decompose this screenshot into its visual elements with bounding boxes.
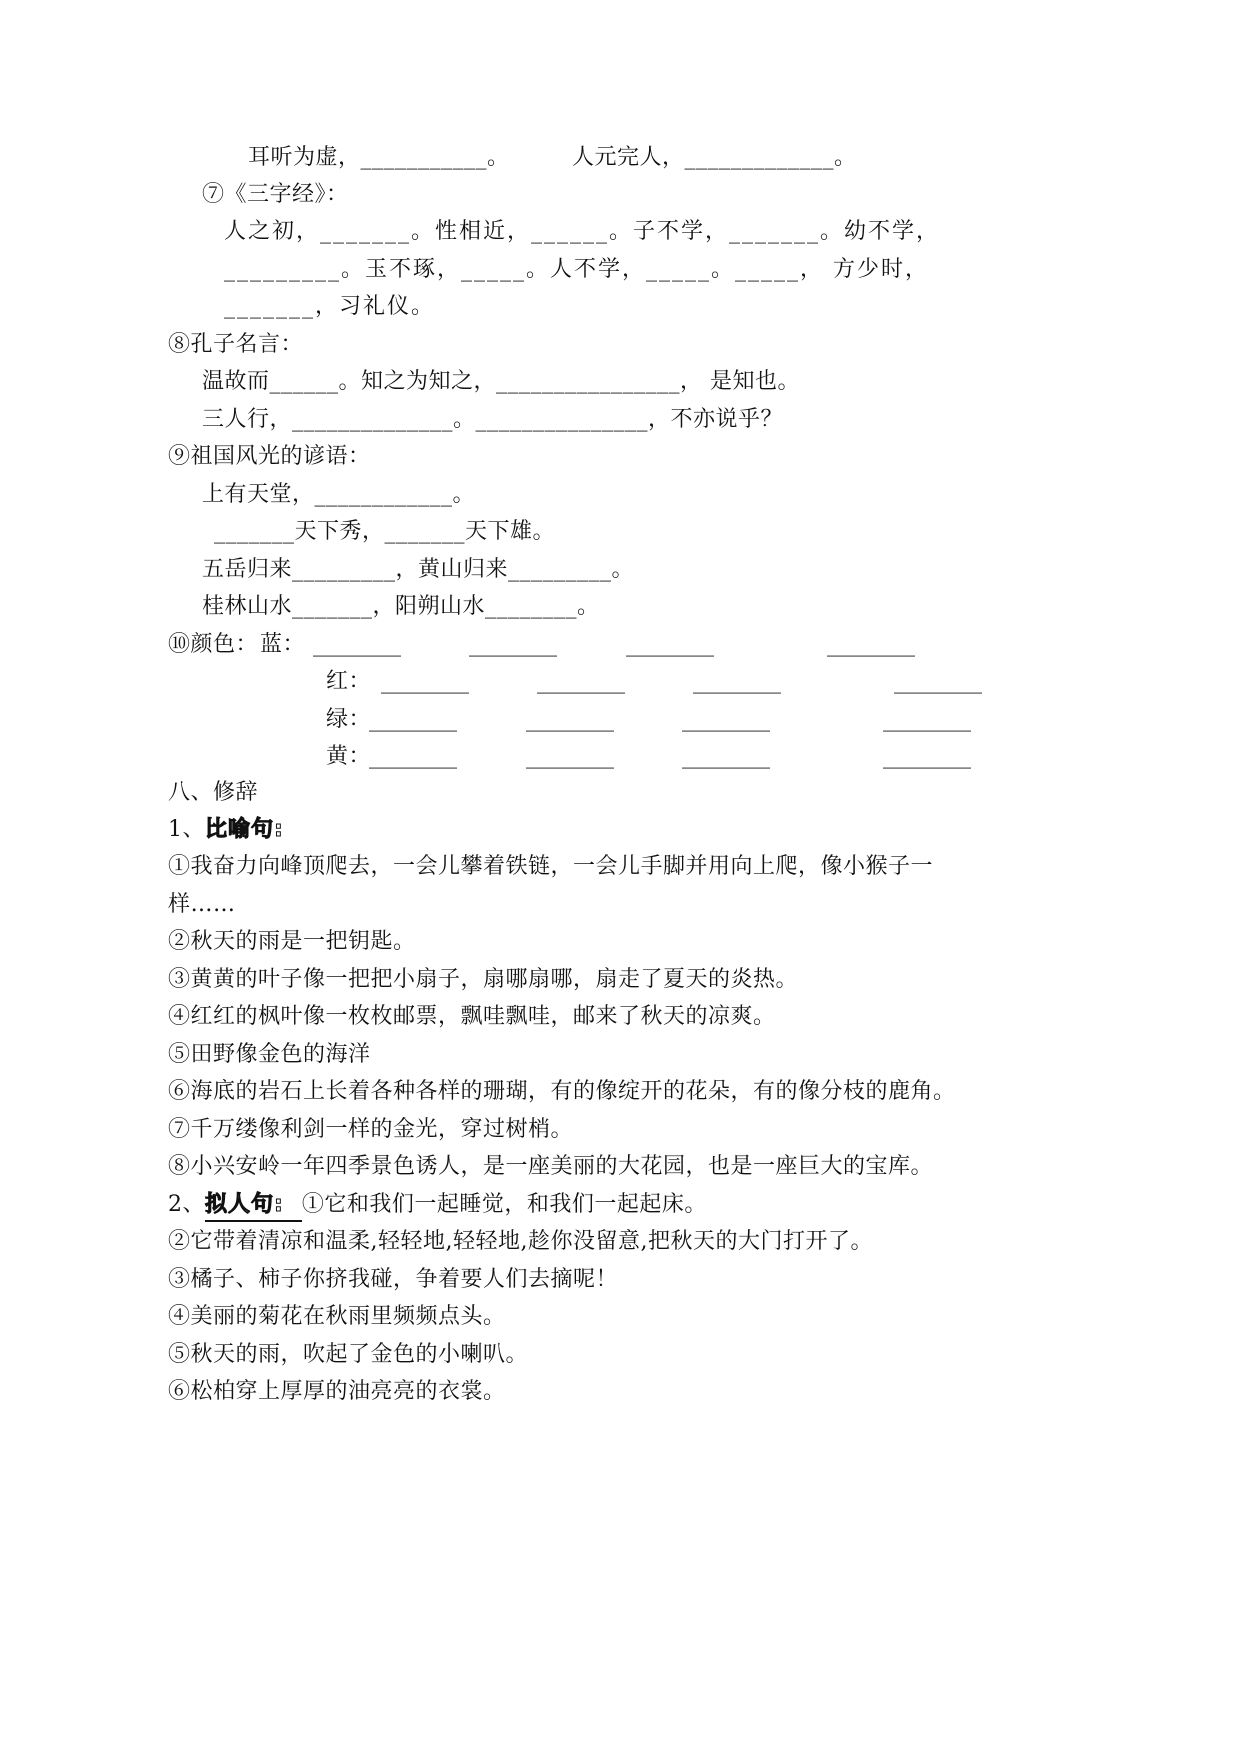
confucius-line: 三人行，______________。_______________，不亦说乎？: [202, 407, 784, 432]
personification-heading: [168, 1190, 707, 1222]
simile-item: ⑧小兴安岭一年四季景色诱人，是一座美丽的大花园，也是一座巨大的宝库。: [168, 1154, 934, 1179]
blank[interactable]: ________: [883, 707, 971, 732]
blank[interactable]: ________: [526, 744, 614, 769]
color-label-green: 绿：: [326, 707, 372, 732]
simile-item: ③黄黄的叶子像一把把小扇子，扇哪扇哪，扇走了夏天的炎热。: [168, 967, 799, 992]
simile-item: ④红红的枫叶像一枚枚邮票，飘哇飘哇，邮来了秋天的凉爽。: [168, 1004, 776, 1029]
simile-item: ②秋天的雨是一把钥匙。: [168, 929, 416, 954]
proverb-perfect-line: 人元完人，_____________。: [572, 145, 857, 170]
blank[interactable]: ________: [526, 707, 614, 732]
confucius-line: 温故而______。知之为知之，________________， 是知也。: [202, 369, 800, 394]
personification-item: ⑤秋天的雨，吹起了金色的小喇叭。: [168, 1342, 529, 1367]
scenery-title: ⑨祖国风光的谚语：: [168, 444, 371, 469]
blank[interactable]: ________: [883, 744, 971, 769]
proverb-ear-line: 耳听为虚，___________。: [248, 145, 510, 170]
colors-title: ⑩颜色：: [168, 632, 259, 657]
blank[interactable]: ________: [682, 707, 770, 732]
blank[interactable]: ________: [894, 669, 982, 694]
blank[interactable]: ________: [827, 632, 915, 657]
personification-item: ⑥松柏穿上厚厚的油亮亮的衣裳。: [168, 1379, 506, 1404]
confucius-title: ⑧孔子名言：: [168, 332, 304, 357]
sanzijing-title: ⑦《三字经》：: [202, 182, 349, 207]
blank[interactable]: ________: [693, 669, 781, 694]
simile-item: ①我奋力向峰顶爬去，一会儿攀着铁链，一会儿手脚并用向上爬，像小猴子一: [168, 854, 934, 879]
sanzijing-line: _______，习礼仪。: [224, 294, 436, 319]
personification-label: 拟人句:: [205, 1190, 302, 1222]
sanzijing-line: 人之初，_______。性相近，______。子不学，_______。幼不学，: [224, 219, 941, 244]
simile-label: 比喻句:: [205, 817, 284, 842]
blank[interactable]: ________: [469, 632, 557, 657]
color-label-red: 红：: [326, 669, 372, 694]
simile-item: ⑥海底的岩石上长着各种各样的珊瑚，有的像绽开的花朵，有的像分枝的鹿角。: [168, 1079, 956, 1104]
blank[interactable]: ________: [682, 744, 770, 769]
personification-item: ④美丽的菊花在秋雨里频频点头。: [168, 1304, 506, 1329]
personification-item: ①它和我们一起睡觉，和我们一起起床。: [301, 1192, 707, 1217]
blank[interactable]: ________: [369, 744, 457, 769]
personification-prefix: 2、: [168, 1192, 205, 1217]
blank[interactable]: ________: [626, 632, 714, 657]
blank[interactable]: ________: [537, 669, 625, 694]
blank[interactable]: ________: [369, 707, 457, 732]
sanzijing-line: _________。玉不琢，_____。人不学，_____。_____， 方少时，: [224, 257, 929, 282]
personification-item: ②它带着清凉和温柔,轻轻地,轻轻地,趁你没留意,把秋天的大门打开了。: [168, 1229, 873, 1254]
scenery-line: 上有天堂，____________。: [202, 482, 476, 507]
personification-item: ③橘子、柿子你挤我碰，争着要人们去摘呢！: [168, 1267, 619, 1292]
color-label-yellow: 黄：: [326, 744, 372, 769]
scenery-line: 五岳归来_________，黄山归来_________。: [202, 557, 635, 582]
scenery-line: 桂林山水_______，阳朔山水________。: [202, 594, 600, 619]
scenery-line: _______天下秀，_______天下雄。: [214, 519, 556, 544]
simile-item: ⑦千万缕像利剑一样的金光，穿过树梢。: [168, 1117, 574, 1142]
simile-heading: [168, 815, 284, 845]
simile-item: ⑤田野像金色的海洋: [168, 1042, 371, 1067]
simile-item: 样……: [168, 892, 236, 917]
section-title-rhetoric: 八、修辞: [168, 780, 259, 805]
color-label-blue: 蓝：: [260, 632, 306, 657]
blank[interactable]: ________: [381, 669, 469, 694]
simile-prefix: 1、: [168, 817, 205, 842]
blank[interactable]: ________: [313, 632, 401, 657]
